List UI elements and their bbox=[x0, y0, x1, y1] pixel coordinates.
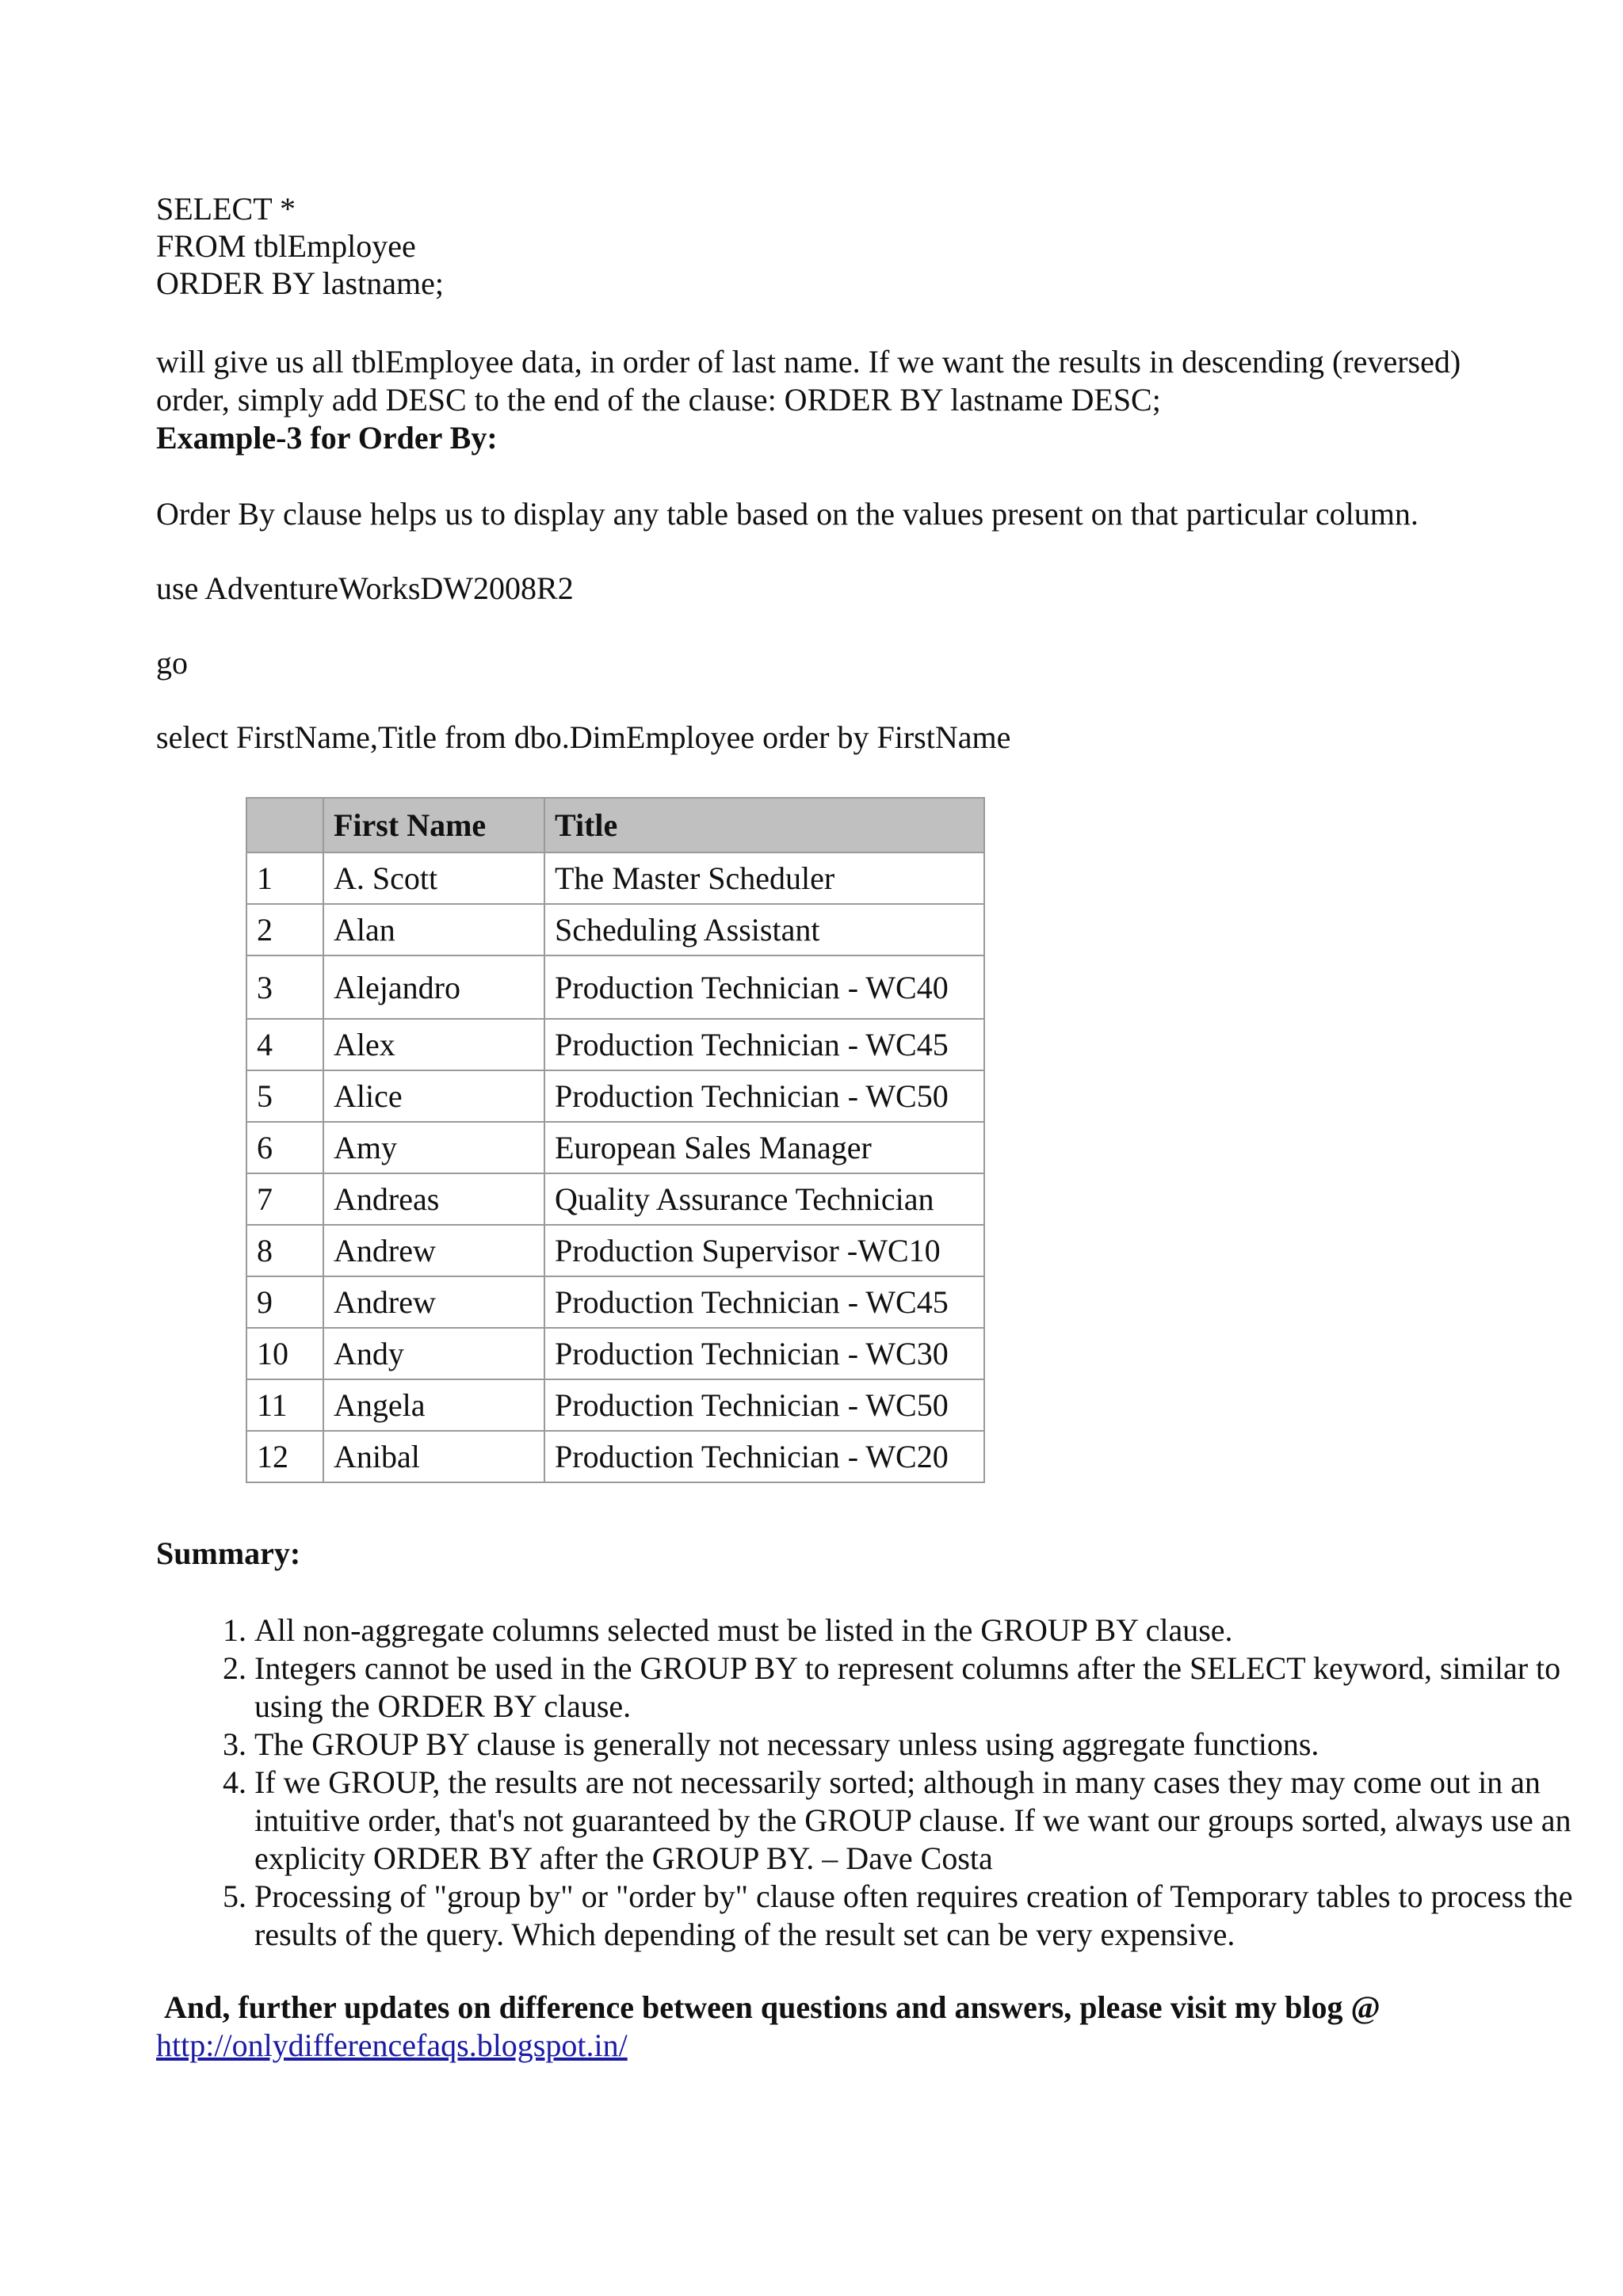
table-cell: Alex bbox=[323, 1019, 544, 1070]
table-cell: Production Technician - WC50 bbox=[544, 1070, 984, 1122]
code-select-statement: select FirstName,Title from dbo.DimEmployee order by FirstName bbox=[156, 719, 1011, 755]
table-cell: 1 bbox=[246, 852, 323, 904]
code-line: SELECT * bbox=[156, 191, 296, 227]
table-cell: 7 bbox=[246, 1173, 323, 1225]
table-cell: Production Technician - WC30 bbox=[544, 1328, 984, 1379]
table-cell: Andrew bbox=[323, 1225, 544, 1276]
table-cell: A. Scott bbox=[323, 852, 544, 904]
table-cell: Andreas bbox=[323, 1173, 544, 1225]
list-item: 4. If we GROUP, the results are not necessarily sorted; although in many cases they may come out in an intuitive order, that's not guaranteed by the GROUP clause. If we want our groups sorted, always use an explicity ORDER BY after the GROUP BY. – Dave Costa bbox=[254, 1764, 1586, 1878]
employee-table bbox=[246, 797, 985, 1483]
summary-list bbox=[156, 1611, 1586, 1954]
list-item: 5. Processing of "group by" or "order by" clause often requires creation of Temporary tables to process the results of the query. Which depending of the result set can be very expensive. bbox=[254, 1878, 1586, 1954]
table-cell: Amy bbox=[323, 1122, 544, 1173]
table-cell: Scheduling Assistant bbox=[544, 904, 984, 955]
table-cell: 4 bbox=[246, 1019, 323, 1070]
column-header: First Name bbox=[323, 798, 544, 852]
table-row bbox=[246, 1328, 984, 1379]
table-row bbox=[246, 1019, 984, 1070]
column-header bbox=[246, 798, 323, 852]
order-by-explanation bbox=[156, 343, 1503, 457]
table-row bbox=[246, 1431, 984, 1482]
list-item: 2. Integers cannot be used in the GROUP BY to represent columns after the SELECT keyword, similar to using the ORDER BY clause. bbox=[254, 1650, 1586, 1726]
table-row bbox=[246, 955, 984, 1019]
table-row bbox=[246, 1070, 984, 1122]
table-cell: Production Technician - WC45 bbox=[544, 1276, 984, 1328]
table-cell: Production Technician - WC50 bbox=[544, 1379, 984, 1431]
table-cell: Production Technician - WC40 bbox=[544, 955, 984, 1019]
sql-query-example bbox=[156, 190, 444, 302]
table-row bbox=[246, 1276, 984, 1328]
table-cell: Andy bbox=[323, 1328, 544, 1379]
table-row bbox=[246, 1379, 984, 1431]
table-row bbox=[246, 852, 984, 904]
table-cell: Quality Assurance Technician bbox=[544, 1173, 984, 1225]
explanation-text: will give us all tblEmployee data, in order of last name. If we want the results in descending (reversed) order, simply add DESC to the end of the clause: ORDER BY lastname DESC; bbox=[156, 344, 1461, 418]
table-cell: Alan bbox=[323, 904, 544, 955]
table-cell: European Sales Manager bbox=[544, 1122, 984, 1173]
summary-heading: Summary: bbox=[156, 1535, 301, 1571]
table-cell: 8 bbox=[246, 1225, 323, 1276]
table-cell: Angela bbox=[323, 1379, 544, 1431]
order-by-description: Order By clause helps us to display any table based on the values present on that particular column. bbox=[156, 496, 1419, 532]
table-cell: Andrew bbox=[323, 1276, 544, 1328]
table-row bbox=[246, 1173, 984, 1225]
table-header-row bbox=[246, 798, 984, 852]
closing-note bbox=[156, 1989, 1519, 2065]
table-cell: Production Technician - WC45 bbox=[544, 1019, 984, 1070]
section-heading: Example-3 for Order By: bbox=[156, 420, 498, 456]
table-cell: 12 bbox=[246, 1431, 323, 1482]
table-row bbox=[246, 1122, 984, 1173]
code-go-statement: go bbox=[156, 645, 188, 681]
code-line: ORDER BY lastname; bbox=[156, 265, 444, 301]
table-cell: 9 bbox=[246, 1276, 323, 1328]
table-cell: Alejandro bbox=[323, 955, 544, 1019]
table-cell: Alice bbox=[323, 1070, 544, 1122]
code-line: FROM tblEmployee bbox=[156, 228, 416, 264]
table-cell: 10 bbox=[246, 1328, 323, 1379]
list-item: 1. All non-aggregate columns selected must be listed in the GROUP BY clause. bbox=[254, 1611, 1586, 1650]
table-cell: 2 bbox=[246, 904, 323, 955]
table-cell: 3 bbox=[246, 955, 323, 1019]
table-row bbox=[246, 904, 984, 955]
table-row bbox=[246, 1225, 984, 1276]
column-header: Title bbox=[544, 798, 984, 852]
list-item: 3. The GROUP BY clause is generally not necessary unless using aggregate functions. bbox=[254, 1726, 1586, 1764]
closing-text: And, further updates on difference between questions and answers, please visit my blog @ bbox=[164, 1989, 1381, 2025]
table-cell: Anibal bbox=[323, 1431, 544, 1482]
table-cell: The Master Scheduler bbox=[544, 852, 984, 904]
table-cell: 5 bbox=[246, 1070, 323, 1122]
blog-link[interactable]: http://onlydifferencefaqs.blogspot.in/ bbox=[156, 2027, 628, 2063]
table-cell: Production Supervisor -WC10 bbox=[544, 1225, 984, 1276]
table-cell: 6 bbox=[246, 1122, 323, 1173]
table-cell: Production Technician - WC20 bbox=[544, 1431, 984, 1482]
table-cell: 11 bbox=[246, 1379, 323, 1431]
code-use-statement: use AdventureWorksDW2008R2 bbox=[156, 570, 574, 606]
